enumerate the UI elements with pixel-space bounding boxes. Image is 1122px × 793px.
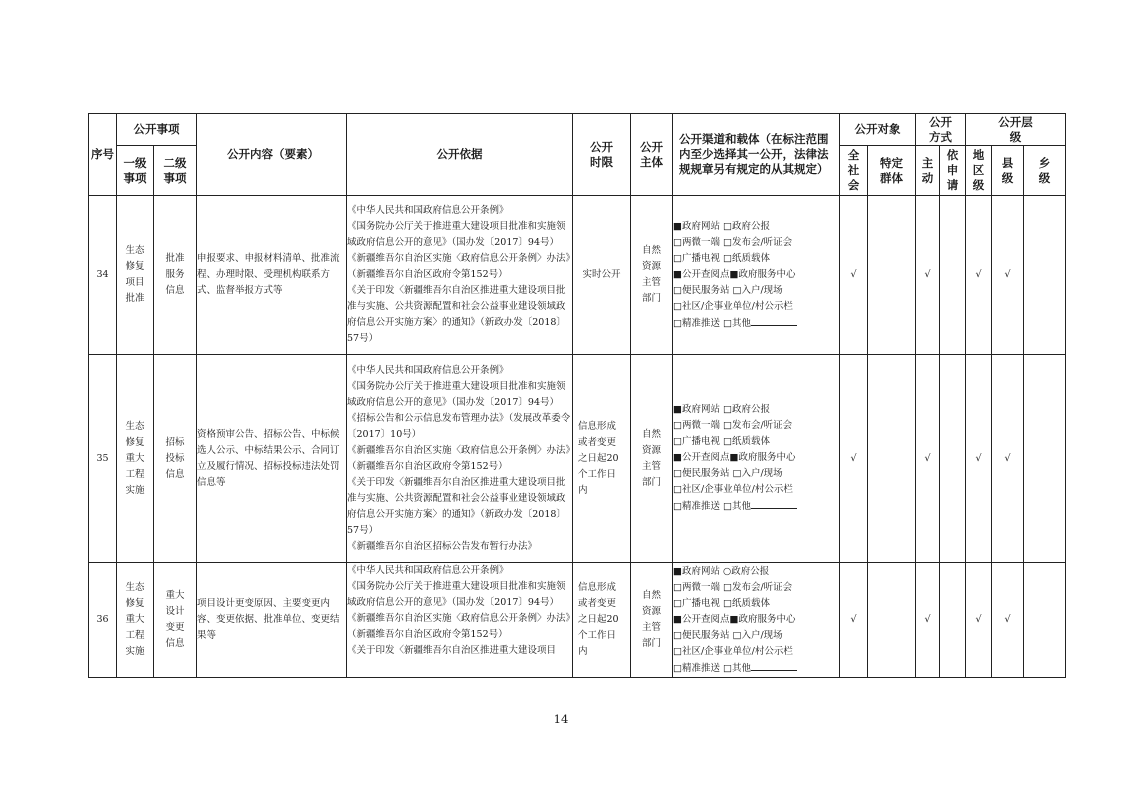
basis-item: 《中华人民共和国政府信息公开条例》	[347, 364, 509, 376]
fill-blank	[751, 498, 797, 509]
row-level-region: √	[966, 563, 992, 678]
basis-item: 《国务院办公厅关于推进重大建设项目批准和实施领域政府信息公开的意见》（国办发〔2017〕94号）	[347, 380, 566, 408]
row-basis	[347, 196, 573, 355]
header-matter: 公开事项	[117, 114, 197, 146]
header-mode-request: 依申请	[940, 146, 966, 196]
header-channels: 公开渠道和载体（在标注范围内至少选择其一公开，法律法规规章另有规定的从其规定）	[673, 114, 840, 196]
row-level1: 生态修复项目批准	[117, 196, 154, 355]
row-channels	[673, 196, 840, 355]
channel-line: □广播电视 □纸质载体	[673, 597, 770, 609]
channel-line: ■公开查阅点■政府服务中心	[673, 452, 796, 463]
basis-item: 《新疆维吾尔自治区招标公告发布暂行办法》	[347, 540, 538, 552]
header-time-limit: 公开时限	[573, 114, 631, 196]
row-mode-request	[940, 196, 966, 355]
row-level-county: √	[992, 355, 1024, 563]
header-target-all: 全社会	[840, 146, 868, 196]
fill-blank	[751, 315, 797, 326]
row-target-specific	[868, 355, 916, 563]
basis-item: 《国务院办公厅关于推进重大建设项目批准和实施领域政府信息公开的意见》（国办发〔2017〕94号）	[347, 581, 566, 608]
header-level-region: 地区级	[966, 146, 992, 196]
row-level2: 招标投标信息	[154, 355, 197, 563]
row-level-region: √	[966, 196, 992, 355]
row-target-specific	[868, 196, 916, 355]
row-time-limit: 信息形成或者变更之日起20个工作日内	[573, 563, 631, 678]
row-level-town	[1024, 196, 1066, 355]
channel-line: □精准推送 □其他	[673, 498, 839, 515]
row-content: 申报要求、申报材料清单、批准流程、办理时限、受理机构联系方式、监督举报方式等	[197, 196, 347, 355]
row-target-specific	[868, 563, 916, 678]
row-subject: 自然资源主管部门	[631, 563, 673, 678]
header-level1: 一级事项	[117, 146, 154, 196]
header-level2: 二级事项	[154, 146, 197, 196]
channel-line: □便民服务站 □入户/现场	[673, 284, 783, 296]
row-content: 项目设计更变原因、主要变更内容、变更依据、批准单位、变更结果等	[197, 563, 347, 678]
fill-blank	[751, 660, 797, 671]
basis-item: 《新疆维吾尔自治区实施〈政府信息公开条例〉办法》（新疆维吾尔自治区政府令第152号）	[347, 613, 571, 640]
header-level-county: 县级	[992, 146, 1024, 196]
basis-item: 《关于印发〈新疆维吾尔自治区推进重大建设项目批准与实施、公共资源配置和社会公益事业建设领域政府信息公开实施方案〉的通知》（新政办发〔2018〕57号）	[347, 476, 566, 536]
channel-line: □精准推送 □其他	[673, 315, 839, 332]
row-basis	[347, 355, 573, 563]
table-row	[89, 196, 1066, 355]
row-basis	[347, 563, 573, 678]
row-target-all: √	[840, 355, 868, 563]
basis-item: 《关于印发〈新疆维吾尔自治区推进重大建设项目	[347, 645, 557, 656]
channel-line: □便民服务站 □入户/现场	[673, 468, 783, 479]
row-time-limit: 实时公开	[573, 196, 631, 355]
row-target-all: √	[840, 563, 868, 678]
channel-line: □便民服务站 □入户/现场	[673, 629, 783, 641]
disclosure-table	[88, 113, 1066, 678]
basis-item: 《中华人民共和国政府信息公开条例》	[347, 565, 509, 576]
basis-item: 《关于印发〈新疆维吾尔自治区推进重大建设项目批准与实施、公共资源配置和社会公益事业建设领域政府信息公开实施方案〉的通知》（新政办发〔2018〕57号）	[347, 285, 566, 344]
row-mode-active: √	[916, 563, 940, 678]
channel-line: □两微一端 □发布会/听证会	[673, 581, 793, 593]
basis-item: 《新疆维吾尔自治区实施〈政府信息公开条例〉办法》（新疆维吾尔自治区政府令第152号）	[347, 444, 571, 472]
basis-item: 《新疆维吾尔自治区实施〈政府信息公开条例〉办法》（新疆维吾尔自治区政府令第152号）	[347, 253, 571, 280]
row-mode-active: √	[916, 196, 940, 355]
row-level-town	[1024, 355, 1066, 563]
channel-line: ■公开查阅点■政府服务中心	[673, 268, 796, 280]
row-target-all: √	[840, 196, 868, 355]
row-seq: 36	[89, 563, 117, 678]
channel-line: □两微一端 □发布会/听证会	[673, 420, 793, 431]
header-subject: 公开主体	[631, 114, 673, 196]
basis-item: 《国务院办公厅关于推进重大建设项目批准和实施领域政府信息公开的意见》（国办发〔2017〕94号）	[347, 221, 566, 248]
row-level-region: √	[966, 355, 992, 563]
channel-line: □社区/企事业单位/村公示栏	[673, 645, 793, 657]
header-level: 公开层级	[966, 114, 1066, 146]
channel-line: ■公开查阅点■政府服务中心	[673, 613, 796, 625]
row-channels	[673, 563, 840, 678]
header-mode-active: 主动	[916, 146, 940, 196]
row-subject: 自然资源主管部门	[631, 355, 673, 563]
table-row	[89, 355, 1066, 563]
page-number: 14	[553, 712, 569, 726]
header-content: 公开内容（要素）	[197, 114, 347, 196]
channel-line: ■政府网站 □政府公报	[673, 404, 770, 415]
channel-line: □精准推送 □其他	[673, 660, 839, 677]
row-time-limit: 信息形成或者变更之日起20个工作日内	[573, 355, 631, 563]
row-level-county: √	[992, 563, 1024, 678]
row-seq: 35	[89, 355, 117, 563]
row-level2: 批准服务信息	[154, 196, 197, 355]
row-mode-active: √	[916, 355, 940, 563]
channel-line: □广播电视 □纸质载体	[673, 436, 770, 447]
row-subject: 自然资源主管部门	[631, 196, 673, 355]
header-seq: 序号	[89, 114, 117, 196]
row-level1: 生态修复重大工程实施	[117, 355, 154, 563]
row-content: 资格预审公告、招标公告、中标候选人公示、中标结果公示、合同订立及履行情况、招标投标违法处罚信息等	[197, 355, 347, 563]
header-target-specific: 特定群体	[868, 146, 916, 196]
header-basis: 公开依据	[347, 114, 573, 196]
row-level2: 重大设计变更信息	[154, 563, 197, 678]
header-target: 公开对象	[840, 114, 916, 146]
row-mode-request	[940, 355, 966, 563]
basis-item: 《中华人民共和国政府信息公开条例》	[347, 205, 509, 216]
table-row	[89, 563, 1066, 678]
channel-line: □社区/企事业单位/村公示栏	[673, 484, 793, 495]
row-level-town	[1024, 563, 1066, 678]
basis-item: 《招标公告和公示信息发布管理办法》（发展改革委令〔2017〕10号）	[347, 412, 571, 440]
row-level-county: √	[992, 196, 1024, 355]
row-level1: 生态修复重大工程实施	[117, 563, 154, 678]
channel-line: □广播电视 □纸质载体	[673, 252, 770, 264]
channel-line: ■政府网站 ○政府公报	[673, 565, 770, 577]
header-mode: 公开方式	[916, 114, 966, 146]
header-level-town: 乡级	[1024, 146, 1066, 196]
row-mode-request	[940, 563, 966, 678]
row-seq: 34	[89, 196, 117, 355]
channel-line: ■政府网站 □政府公报	[673, 220, 770, 232]
row-channels	[673, 355, 840, 563]
channel-line: □社区/企事业单位/村公示栏	[673, 300, 793, 312]
channel-line: □两微一端 □发布会/听证会	[673, 236, 793, 248]
